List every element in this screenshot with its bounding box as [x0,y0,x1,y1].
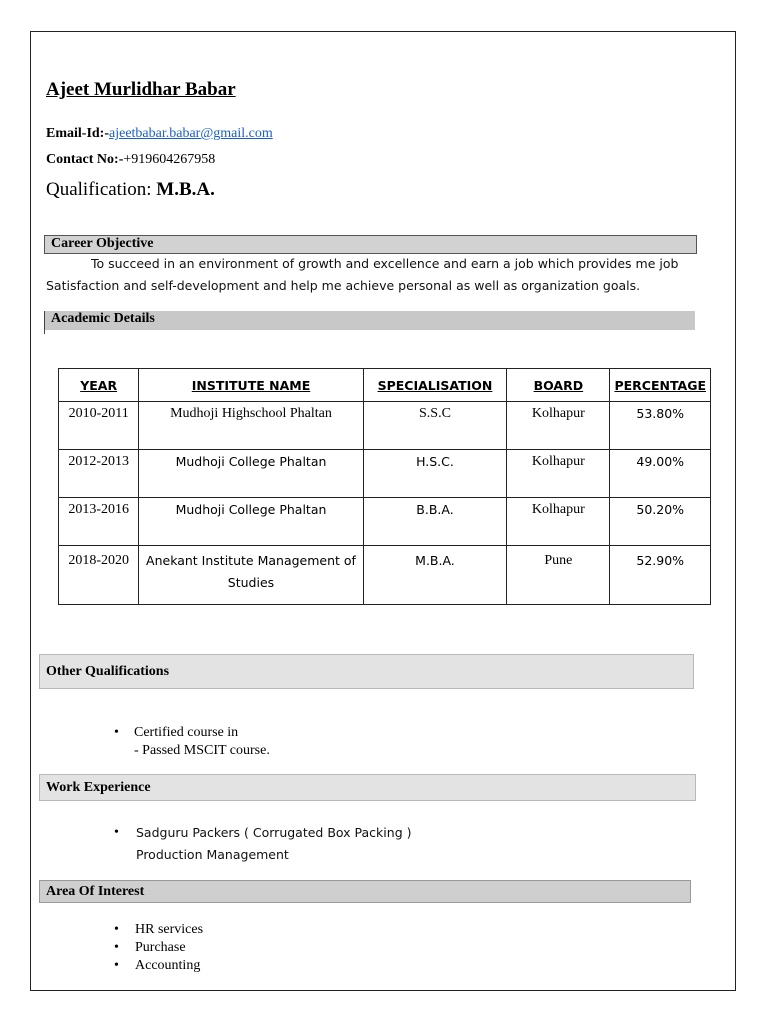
cell-board: Kolhapur [507,450,610,498]
area-of-interest-heading [39,880,691,903]
table-header-row [59,369,711,402]
column-header-institute: INSTITUTE NAME [139,369,363,402]
academic-table [58,368,711,605]
cell-institute-line2: Studies [227,575,275,590]
qualification-line [46,179,215,201]
candidate-name: Ajeet Murlidhar Babar [46,79,236,100]
resume-page [30,31,736,991]
other-qualifications-item-line1: Certified course in [134,725,239,740]
cell-institute-line1: Anekant Institute Management of [146,553,356,568]
career-objective-line1: To succeed in an environment of growth and excellence and earn a job which provides me job [91,256,679,271]
work-experience-heading-text: Work Experience [46,779,151,795]
interest-item-accounting: Accounting [135,958,201,973]
interest-bullet: • [114,958,119,973]
cell-percentage: 49.00% [610,450,711,498]
email-line [46,126,273,142]
table-row [59,498,711,546]
interest-bullet: • [114,940,119,955]
qualification-value: M.B.A. [156,179,215,200]
cell-board: Kolhapur [507,498,610,546]
work-experience-item-line1: Sadguru Packers ( Corrugated Box Packing ) [136,825,412,840]
email-link[interactable]: ajeetbabar.babar@gmail.com [109,126,273,141]
other-qualifications-heading-text: Other Qualifications [46,663,170,679]
table-row [59,402,711,450]
column-header-percentage: PERCENTAGE [610,369,711,402]
cell-board: Pune [507,546,610,605]
cell-percentage: 50.20% [610,498,711,546]
email-label: Email-Id:- [46,126,109,141]
contact-value: +919604267958 [123,152,216,167]
work-experience-bullet: • [114,825,119,840]
cell-year: 2013-2016 [59,498,139,546]
cell-specialisation: B.B.A. [363,498,507,546]
contact-line [46,152,215,168]
cell-year: 2018-2020 [59,546,139,605]
cell-percentage: 53.80% [610,402,711,450]
cell-institute: Mudhoji College Phaltan [139,450,363,498]
other-qualifications-heading [39,654,694,689]
cell-institute: Mudhoji College Phaltan [139,498,363,546]
area-of-interest-heading-text: Area Of Interest [46,883,145,899]
cell-specialisation: M.B.A. [363,546,507,605]
career-objective-line2: Satisfaction and self-development and help me achieve personal as well as organization goals. [46,278,641,293]
work-experience-item-line2: Production Management [136,847,289,862]
contact-label: Contact No:- [46,152,124,167]
column-header-specialisation: SPECIALISATION [363,369,507,402]
cell-institute: Mudhoji Highschool Phaltan [139,402,363,450]
other-qualifications-bullet: • [114,725,119,740]
table-row [59,450,711,498]
interest-item-hr-services: HR services [135,922,204,937]
heading-marker [44,330,45,334]
cell-board: Kolhapur [507,402,610,450]
other-qualifications-item-line2: - Passed MSCIT course. [134,743,270,758]
work-experience-heading [39,774,696,801]
cell-institute [139,546,363,605]
table-row [59,546,711,605]
cell-year: 2010-2011 [59,402,139,450]
cell-year: 2012-2013 [59,450,139,498]
column-header-year: YEAR [59,369,139,402]
column-header-board: BOARD [507,369,610,402]
career-objective-heading: Career Objective [44,235,697,254]
academic-details-heading: Academic Details [44,311,695,330]
interest-item-purchase: Purchase [135,940,186,955]
cell-specialisation: S.S.C [363,402,507,450]
interest-bullet: • [114,922,119,937]
cell-percentage: 52.90% [610,546,711,605]
qualification-label: Qualification: [46,179,157,200]
cell-specialisation: H.S.C. [363,450,507,498]
